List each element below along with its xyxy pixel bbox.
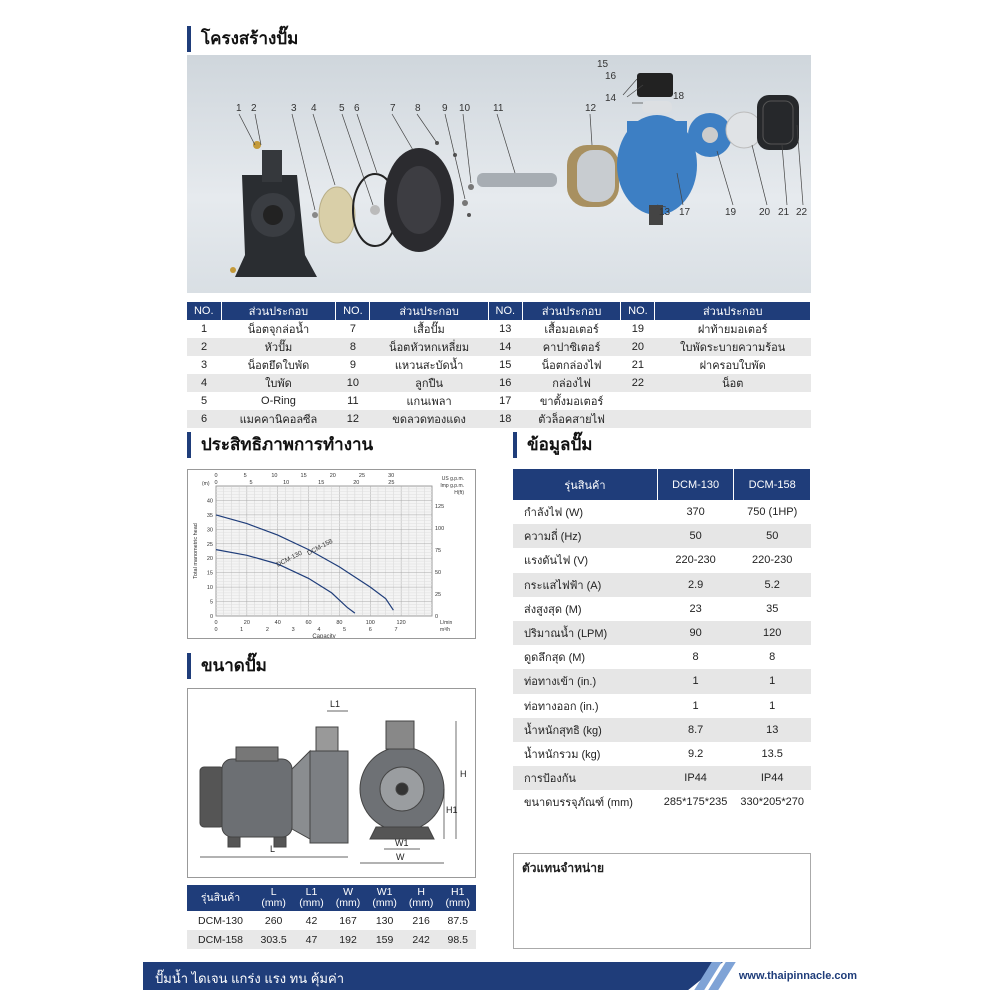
spec-value-cell: 50 [734,524,811,548]
y-tick-label: 25 [206,541,213,548]
x2-tick-label: 2 [265,627,269,633]
performance-title: ประสิทธิภาพการทำงาน [201,435,374,454]
dimension-header-cell: L1 (mm) [293,885,330,911]
y-tick-label: 20 [206,556,213,563]
parts-table-cell: เสื้อมอเตอร์ [544,324,599,336]
parts-table-row [187,338,811,356]
parts-table-cell: 12 [336,410,370,428]
parts-table-cell: ตัวล็อคสายไฟ [522,410,621,428]
spec-value-cell: 13 [734,718,811,742]
parts-table-cell: 5 [200,395,208,407]
spec-value-cell: 35 [766,602,779,615]
spec-label-cell: ดูดลึกสุด (M) [524,652,586,665]
parts-table-cell: ขดลวดทองแดง [370,410,488,428]
part-number-label: 10 [459,103,471,114]
spec-table-row [513,694,811,718]
y-tick-label: 35 [206,512,213,519]
spec-table-row [513,548,811,572]
part-number-labels [187,55,811,293]
y2-tick-label: 50 [435,569,442,576]
parts-table-cell: แหวนสะบัดน้ำ [394,360,464,372]
part-number-label: 12 [585,103,597,114]
dimension-table-cell: 87.5 [447,914,468,927]
parts-table-cell: 7 [349,323,356,335]
parts-table-cell [655,392,811,410]
imp-gpm-tick-label: 10 [283,480,290,486]
parts-table-cell: น็อตจุกล่อน้ำ [247,324,310,336]
dimension-table-cell: 47 [293,930,330,949]
parts-header-cell: NO. [187,302,221,320]
exploded-view-illustration [187,55,811,293]
dimension-table-cell: 98.5 [439,930,476,949]
y-unit-label: (m) [202,481,210,487]
parts-table-cell: 10 [336,374,370,392]
part-number-label: 7 [390,103,396,114]
spec-label-cell: ท่อทางเข้า (in.) [513,669,657,693]
spec-header-cell: DCM-130 [657,469,734,500]
spec-label-cell: น้ำหนักรวม (kg) [524,748,601,761]
spec-value-cell: 90 [657,621,734,645]
footer-website-link[interactable]: www.thaipinnacle.com [738,970,857,982]
spec-label-cell: ความถี่ (Hz) [513,524,657,548]
spec-header-cell: DCM-158 [734,469,811,500]
dim-label-w1: W1 [395,838,409,848]
part-number-label: 14 [605,93,617,104]
parts-table-cell: หัวปั๊ม [221,338,336,356]
y2-tick-label: 100 [435,525,445,532]
series-label: DCM-158 [306,537,335,558]
spec-value-cell: 13.5 [761,747,783,760]
x2-tick-label: 7 [394,627,398,633]
spec-value-cell: 1 [692,699,699,712]
us-gpm-tick-label: 20 [329,473,336,479]
part-number-label: 19 [725,207,737,218]
dimension-table-cell: 159 [366,930,403,949]
dimension-table [187,885,476,949]
x-tick-label: 80 [336,620,343,626]
parts-table [187,302,811,428]
parts-table-cell: คาปาซิเตอร์ [522,338,621,356]
spec-label-cell: ส่งสูงสุด (M) [524,603,582,616]
dimension-title: ขนาดปั๊ม [201,656,267,675]
top-unit-label: US g.p.m. [441,476,464,482]
x-axis-label: Capacity [312,634,336,638]
dimension-table-cell: 303.5 [254,930,293,949]
y-tick-label: 40 [206,498,213,505]
dimension-header-cell: รุ่นสินค้า [187,885,254,911]
y2-tick-label: 0 [435,614,439,620]
dimension-header-cell: L (mm) [254,885,293,911]
dimension-table-cell: DCM-130 [198,914,243,927]
parts-table-cell: 3 [200,359,208,371]
spec-label-cell: ปริมาณน้ำ (LPM) [513,621,657,645]
parts-table-cell: ขาตั้งมอเตอร์ [539,396,604,408]
parts-table-cell: เสื้อปั๊ม [413,324,445,336]
dimension-table-cell: 242 [403,930,440,949]
spec-table-row [513,669,811,693]
spec-value-cell: 2.9 [657,573,734,597]
spec-label-cell: ท่อทางออก (in.) [524,700,599,713]
parts-table-cell: 11 [347,395,359,407]
spec-table-row [513,573,811,597]
us-gpm-tick-label: 25 [358,473,366,479]
imp-gpm-tick-label: 0 [214,480,218,486]
parts-table-cell: 21 [631,359,645,371]
parts-header-cell: NO. [336,302,370,320]
imp-gpm-tick-label: 15 [318,480,325,486]
parts-table-cell: 15 [499,359,512,371]
parts-table-row [187,392,811,410]
spec-value-cell: 9.2 [687,747,704,760]
dealer-label: ตัวแทนจำหน่าย [522,861,605,875]
y-tick-label: 5 [209,599,213,606]
parts-table-cell: ฝาท้ายมอเตอร์ [697,324,768,336]
parts-table-cell: 13 [499,323,512,335]
parts-table-row [187,374,811,392]
spec-value-cell: IP44 [657,766,734,790]
dimension-table-cell: 216 [412,914,430,927]
y2-tick-label: 125 [435,503,445,510]
parts-table-cell: 22 [621,374,655,392]
spec-table-row [513,500,811,524]
title-accent-bar [187,26,191,52]
parts-header-cell: NO. [488,302,522,320]
dimension-table-cell: 130 [375,914,394,927]
spec-value-cell: 750 (1HP) [747,506,798,519]
part-number-label: 18 [673,91,685,102]
spec-table [513,469,811,814]
spec-value-cell: 50 [657,524,734,548]
x-tick-label: 40 [274,620,281,626]
title-accent-bar [187,653,191,679]
part-number-label: 9 [442,103,448,114]
part-number-label: 2 [251,103,257,114]
part-number-label: 4 [311,103,317,114]
x2-tick-label: 5 [343,627,347,633]
spec-value-cell: 220-230 [752,554,793,567]
dimension-table-cell: 260 [264,914,283,927]
parts-table-cell: ใบพัดระบายความร้อน [655,338,811,356]
dimension-drawing [188,689,475,877]
performance-chart-box [187,469,476,639]
structure-title: โครงสร้างปั๊ม [201,29,299,48]
part-number-label: 3 [291,103,297,114]
y-tick-label: 10 [206,585,213,592]
dimension-header-cell: H (mm) [403,885,440,911]
us-gpm-tick-label: 30 [388,473,395,479]
spec-table-row [513,597,811,621]
part-number-label: 11 [493,103,504,114]
parts-table-row [187,410,811,428]
spec-value-cell: 8 [692,651,699,664]
spec-value-cell: IP44 [734,766,811,790]
spec-value-cell: 220-230 [675,554,716,567]
spec-value-cell: 5.2 [734,573,811,597]
y2-unit-label: H(ft) [454,490,464,496]
spec-table-row [513,790,811,814]
dimension-section-title [187,652,267,679]
parts-table-cell: 17 [499,395,512,407]
parts-table-cell: ใบพัด [221,374,336,392]
spec-value-cell: 370 [686,506,705,519]
dimension-table-header [187,885,476,911]
spec-value-cell: 285*175*235 [663,796,728,809]
y2-tick-label: 75 [435,547,442,554]
x2-tick-label: 0 [214,627,218,633]
dimension-table-cell: 42 [305,914,318,927]
parts-table-cell: 19 [631,323,645,335]
y-axis-label: Total manometric head [193,523,199,579]
dim-label-w: W [396,852,405,862]
parts-table-cell: 6 [187,410,221,428]
part-number-label: 17 [679,207,691,218]
dim-label-h1: H1 [446,805,458,815]
dimension-header-cell: H1 (mm) [439,885,476,911]
spec-table-header [513,469,811,500]
part-number-label: 15 [597,59,609,70]
spec-label-cell: กระแสไฟฟ้า (A) [513,573,657,597]
footer [143,962,857,990]
spec-table-row [513,621,811,645]
parts-table-cell: ลูกปืน [370,374,488,392]
x-unit-label: L/min [440,620,453,626]
x2-tick-label: 1 [240,627,244,633]
x2-tick-label: 6 [368,627,372,633]
imp-gpm-tick-label: 20 [353,480,360,486]
part-number-label: 22 [796,207,808,218]
dimension-table-row [187,911,476,930]
y-tick-label: 0 [209,614,213,620]
spec-value-cell: 120 [734,621,811,645]
parts-table-cell: ฝาครอบใบพัด [699,360,766,372]
parts-header-cell: ส่วนประกอบ [370,302,488,320]
spec-header-cell: รุ่นสินค้า [513,469,657,500]
x-tick-label: 120 [396,620,406,626]
parts-table-cell [621,410,655,428]
parts-header-cell: ส่วนประกอบ [221,302,336,320]
parts-header-cell: ส่วนประกอบ [655,302,811,320]
top-unit-label: Imp g.p.m. [440,483,464,489]
footer-slogan: ปั๊มน้ำ ไดเจน แกร่ง แรง ทน คุ้มค่า [155,971,345,986]
parts-table-cell: 9 [349,359,356,371]
parts-table-cell: 8 [336,338,370,356]
parts-table-cell: กล่องไฟ [522,374,621,392]
parts-table-cell: น็อตยึดใบพัด [247,360,310,372]
us-gpm-tick-label: 5 [243,473,247,479]
imp-gpm-tick-label: 5 [249,480,253,486]
parts-table-row [187,356,811,374]
spec-title: ข้อมูลปั๊ม [527,435,593,454]
parts-table-cell: น็อตกล่องไฟ [541,360,602,372]
parts-table-cell: น็อตหัวหกเหลี่ยม [370,338,488,356]
performance-section-title [187,431,373,458]
parts-header-cell: NO. [621,302,655,320]
x-tick-label: 100 [365,620,375,626]
spec-value-cell: 330*205*270 [740,796,805,809]
dimension-table-cell: 192 [330,930,367,949]
parts-table-cell [655,410,811,428]
x-tick-label: 60 [305,620,312,626]
series-label: DCM-130 [275,549,304,569]
x2-tick-label: 3 [291,627,295,633]
x-tick-label: 20 [243,620,250,626]
parts-table-cell: 14 [488,338,522,356]
spec-table-row [513,718,811,742]
part-number-label: 6 [354,103,360,114]
dim-label-h: H [460,769,467,779]
x2-unit-label: m³/h [440,627,450,633]
parts-table-row [187,320,811,338]
spec-value-cell: 1 [769,699,776,712]
spec-table-row [513,645,811,669]
structure-section-title [187,25,298,52]
x-tick-label: 0 [214,620,218,626]
dimension-header-cell: W (mm) [330,885,367,911]
spec-value-cell: 1 [734,669,811,693]
parts-table-cell: 18 [488,410,522,428]
parts-table-cell: O-Ring [261,395,296,407]
x2-tick-label: 4 [317,627,321,633]
part-number-label: 20 [759,207,771,218]
spec-table-row [513,766,811,790]
spec-table-row [513,742,811,766]
spec-section-title [513,431,592,458]
part-number-label: 16 [605,71,617,82]
performance-chart [188,470,475,638]
part-number-label: 13 [659,207,671,218]
dim-label-l: L [270,844,276,854]
dim-label-l1: L1 [330,699,341,709]
parts-table-cell: น็อต [655,374,811,392]
part-number-label: 21 [778,207,790,218]
parts-table-cell: 20 [621,338,655,356]
title-accent-bar [187,432,191,458]
spec-label-cell: การป้องกัน [513,766,657,790]
us-gpm-tick-label: 0 [214,473,218,479]
y-tick-label: 30 [206,527,213,534]
spec-label-cell: น้ำหนักสุทธิ (kg) [513,718,657,742]
parts-table-cell: แกนเพลา [406,396,452,408]
imp-gpm-tick-label: 25 [388,480,395,486]
spec-label-cell: แรงดันไฟ (V) [524,555,589,568]
parts-table-cell: 16 [488,374,522,392]
dimension-drawing-box [187,688,476,878]
y2-tick-label: 25 [435,591,442,598]
spec-value-cell: 8.7 [657,718,734,742]
dimension-table-cell: DCM-158 [187,930,254,949]
parts-table-header [187,302,811,320]
parts-header-cell: ส่วนประกอบ [522,302,621,320]
dimension-table-cell: 167 [339,914,357,927]
dimension-header-cell: W1 (mm) [366,885,403,911]
dealer-box [513,853,811,949]
spec-label-cell: กำลังไฟ (W) [524,507,584,520]
parts-table-cell [621,392,655,410]
parts-table-cell: 2 [187,338,221,356]
parts-table-cell: แมคคานิคอลซีล [221,410,336,428]
us-gpm-tick-label: 10 [271,473,278,479]
spec-value-cell: 8 [769,651,776,664]
part-number-label: 1 [236,103,242,114]
y-tick-label: 15 [206,570,213,577]
part-number-label: 8 [415,103,421,114]
part-number-label: 5 [339,103,345,114]
parts-table-cell: 1 [200,323,208,335]
title-accent-bar [513,432,517,458]
us-gpm-tick-label: 15 [300,473,307,479]
parts-table-cell: 4 [187,374,221,392]
dimension-table-row [187,930,476,949]
spec-table-row [513,524,811,548]
spec-label-cell: ขนาดบรรจุภัณฑ์ (mm) [524,797,633,810]
spec-value-cell: 1 [657,669,734,693]
spec-value-cell: 23 [689,602,702,615]
